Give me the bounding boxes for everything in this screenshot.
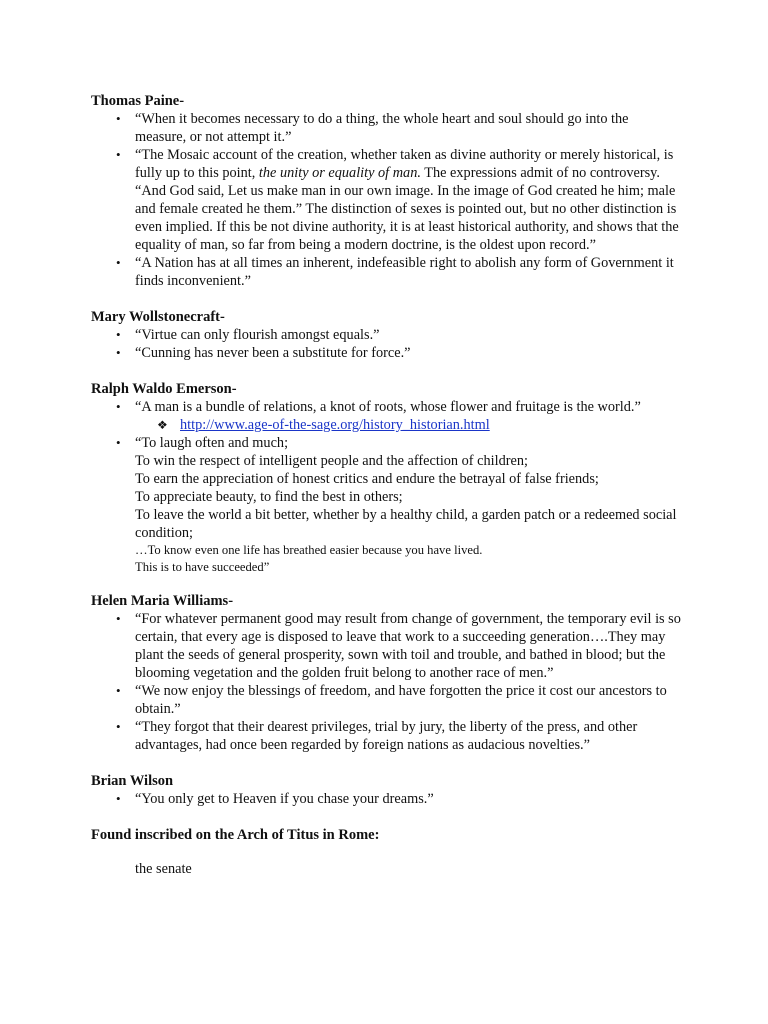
- quote-list: [91, 790, 681, 808]
- bullet-icon: •: [116, 255, 121, 270]
- section-thomas-paine: [91, 92, 681, 290]
- bullet-icon: •: [116, 399, 121, 414]
- quote-item: [91, 682, 681, 718]
- section-heading: Brian Wilson: [91, 773, 174, 789]
- quote-text: “A man is a bundle of relations, a knot of roots, whose flower and fruitage is the world.”: [135, 399, 641, 415]
- quote-text: The expressions admit of no controversy. “And God said, Let us make man in our own image. In the image of God created he him; male and female created he them.” The distinction of sexes is pointed out, but no other distinction is even implied. If this be not divine authority, it is at least historical authority, and shows that the equality of man, so far from being a modern doctrine, is the oldest upon record.”: [135, 165, 679, 253]
- bullet-icon: •: [116, 327, 121, 342]
- quote-item: [91, 146, 681, 254]
- section-mary-wollstonecraft: [91, 308, 681, 362]
- quote-text: “A Nation has at all times an inherent, indefeasible right to abolish any form of Government it finds inconvenient.”: [135, 255, 674, 289]
- quote-item: [91, 718, 681, 754]
- quote-text: “Virtue can only flourish amongst equals.”: [135, 327, 380, 343]
- bullet-icon: •: [116, 345, 121, 360]
- section-heading: Mary Wollstonecraft-: [91, 309, 225, 325]
- quote-list: [91, 610, 681, 754]
- section-heading: Thomas Paine-: [91, 93, 185, 109]
- quote-text: “We now enjoy the blessings of freedom, and have forgotten the price it cost our ancestors to obtain.”: [135, 683, 667, 717]
- bullet-icon: •: [116, 435, 121, 450]
- quote-list: [91, 326, 681, 362]
- quote-text: “Cunning has never been a substitute for force.”: [135, 345, 411, 361]
- quote-item: [91, 398, 681, 434]
- quote-item: [91, 344, 681, 362]
- quote-list: [91, 110, 681, 290]
- quote-list: [91, 398, 681, 576]
- inscription-text: the senate: [135, 861, 192, 877]
- diamond-bullet-icon: ❖: [157, 418, 168, 432]
- poem-line: To leave the world a bit better, whether by a healthy child, a garden patch or a redeemed social condition;: [135, 507, 677, 541]
- section-arch-of-titus: [91, 826, 681, 878]
- quote-text: “The Mosaic account of the creation, whether taken as divine authority or merely historical, is fully up to this point,: [135, 147, 674, 181]
- poem-line: To earn the appreciation of honest critics and endure the betrayal of false friends;: [135, 471, 599, 487]
- quote-item: [91, 326, 681, 344]
- poem-line: “To laugh often and much;: [135, 435, 289, 451]
- poem-line: To win the respect of intelligent people and the affection of children;: [135, 453, 528, 469]
- bullet-icon: •: [116, 791, 121, 806]
- quote-emphasis: the unity or equality of man.: [258, 165, 421, 181]
- bullet-icon: •: [116, 683, 121, 698]
- bullet-icon: •: [116, 111, 121, 126]
- quote-item: [91, 254, 681, 290]
- bullet-icon: •: [116, 611, 121, 626]
- bullet-icon: •: [116, 719, 121, 734]
- quote-text: “When it becomes necessary to do a thing, the whole heart and soul should go into the measure, or not attempt it.”: [135, 111, 629, 145]
- section-helen-maria-williams: [91, 592, 681, 754]
- quote-text: “You only get to Heaven if you chase your dreams.”: [135, 791, 434, 807]
- poem-line-small: …To know even one life has breathed easier because you have lived.: [135, 543, 483, 557]
- section-brian-wilson: [91, 772, 681, 808]
- quote-item: [91, 434, 681, 576]
- quote-text: “They forgot that their dearest privileges, trial by jury, the liberty of the press, and other advantages, had once been regarded by foreign nations as audacious novelties.”: [135, 719, 638, 753]
- sub-list-item: [91, 416, 681, 434]
- section-heading: Helen Maria Williams-: [91, 593, 234, 609]
- quote-item: [91, 610, 681, 682]
- section-heading: Found inscribed on the Arch of Titus in Rome:: [91, 827, 380, 843]
- source-link[interactable]: http://www.age-of-the-sage.org/history_historian.html: [180, 417, 490, 433]
- quote-text: “For whatever permanent good may result from change of government, the temporary evil is so certain, that every age is disposed to leave that work to a succeeding generation….They may plant the seeds of general prosperity, sown with toil and trouble, and bathed in blood; but the blooming vegetation and the golden fruit belong to another race of men.”: [135, 611, 681, 681]
- document-page: [91, 92, 681, 892]
- section-heading: Ralph Waldo Emerson-: [91, 381, 237, 397]
- poem-line: To appreciate beauty, to find the best in others;: [135, 489, 403, 505]
- quote-item: [91, 110, 681, 146]
- section-ralph-waldo-emerson: [91, 380, 681, 576]
- poem-line-small: This is to have succeeded”: [135, 560, 270, 574]
- quote-item: [91, 790, 681, 808]
- bullet-icon: •: [116, 147, 121, 162]
